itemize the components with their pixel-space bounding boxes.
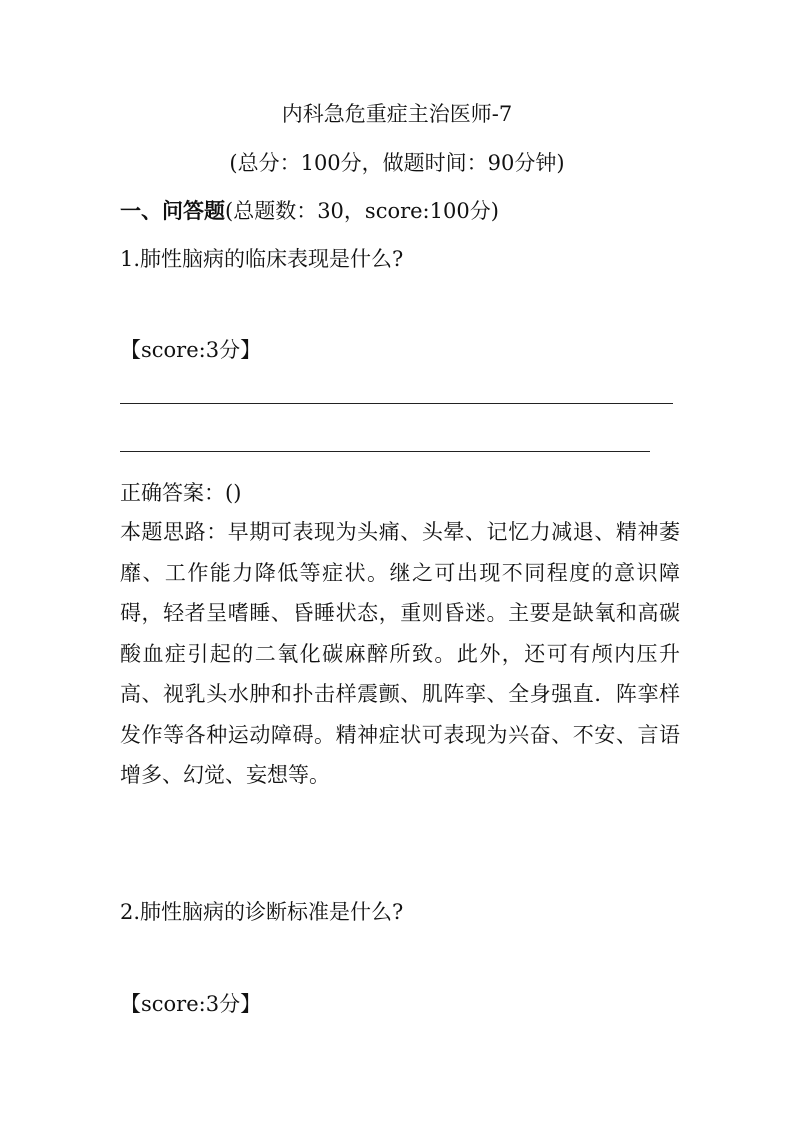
question-1-text: 1.肺性脑病的临床表现是什么?	[120, 247, 404, 271]
question-1-answer: 正确答案：()	[120, 481, 242, 505]
section-info: (总题数：30，score:100分)	[225, 199, 499, 223]
answer-line-1	[120, 403, 673, 404]
section-number: 一、	[120, 199, 162, 223]
document-title: 内科急危重症主治医师-7	[281, 102, 513, 126]
section-heading	[120, 195, 499, 225]
question-1-score: 【score:3分】	[120, 338, 262, 362]
question-1-explanation: 本题思路：早期可表现为头痛、头晕、记忆力减退、精神萎靡、工作能力降低等症状。继之可出现不同程度的意识障碍，轻者呈嗜睡、昏睡状态，重则昏迷。主要是缺氧和高碳酸血症引起的二氧化碳麻醉所致。此外，还可有颅内压升高、视乳头水肿和扑击样震颤、肌阵挛、全身强直．阵挛样发作等各种运动障碍。精神症状可表现为兴奋、不安、言语增多、幻觉、妄想等。	[120, 520, 680, 787]
answer-line-2	[120, 451, 650, 452]
document-subtitle: (总分：100分，做题时间：90分钟)	[229, 151, 565, 175]
section-name: 问答题	[162, 199, 225, 223]
question-2-text: 2.肺性脑病的诊断标准是什么?	[120, 900, 404, 924]
question-2-score: 【score:3分】	[120, 992, 262, 1016]
